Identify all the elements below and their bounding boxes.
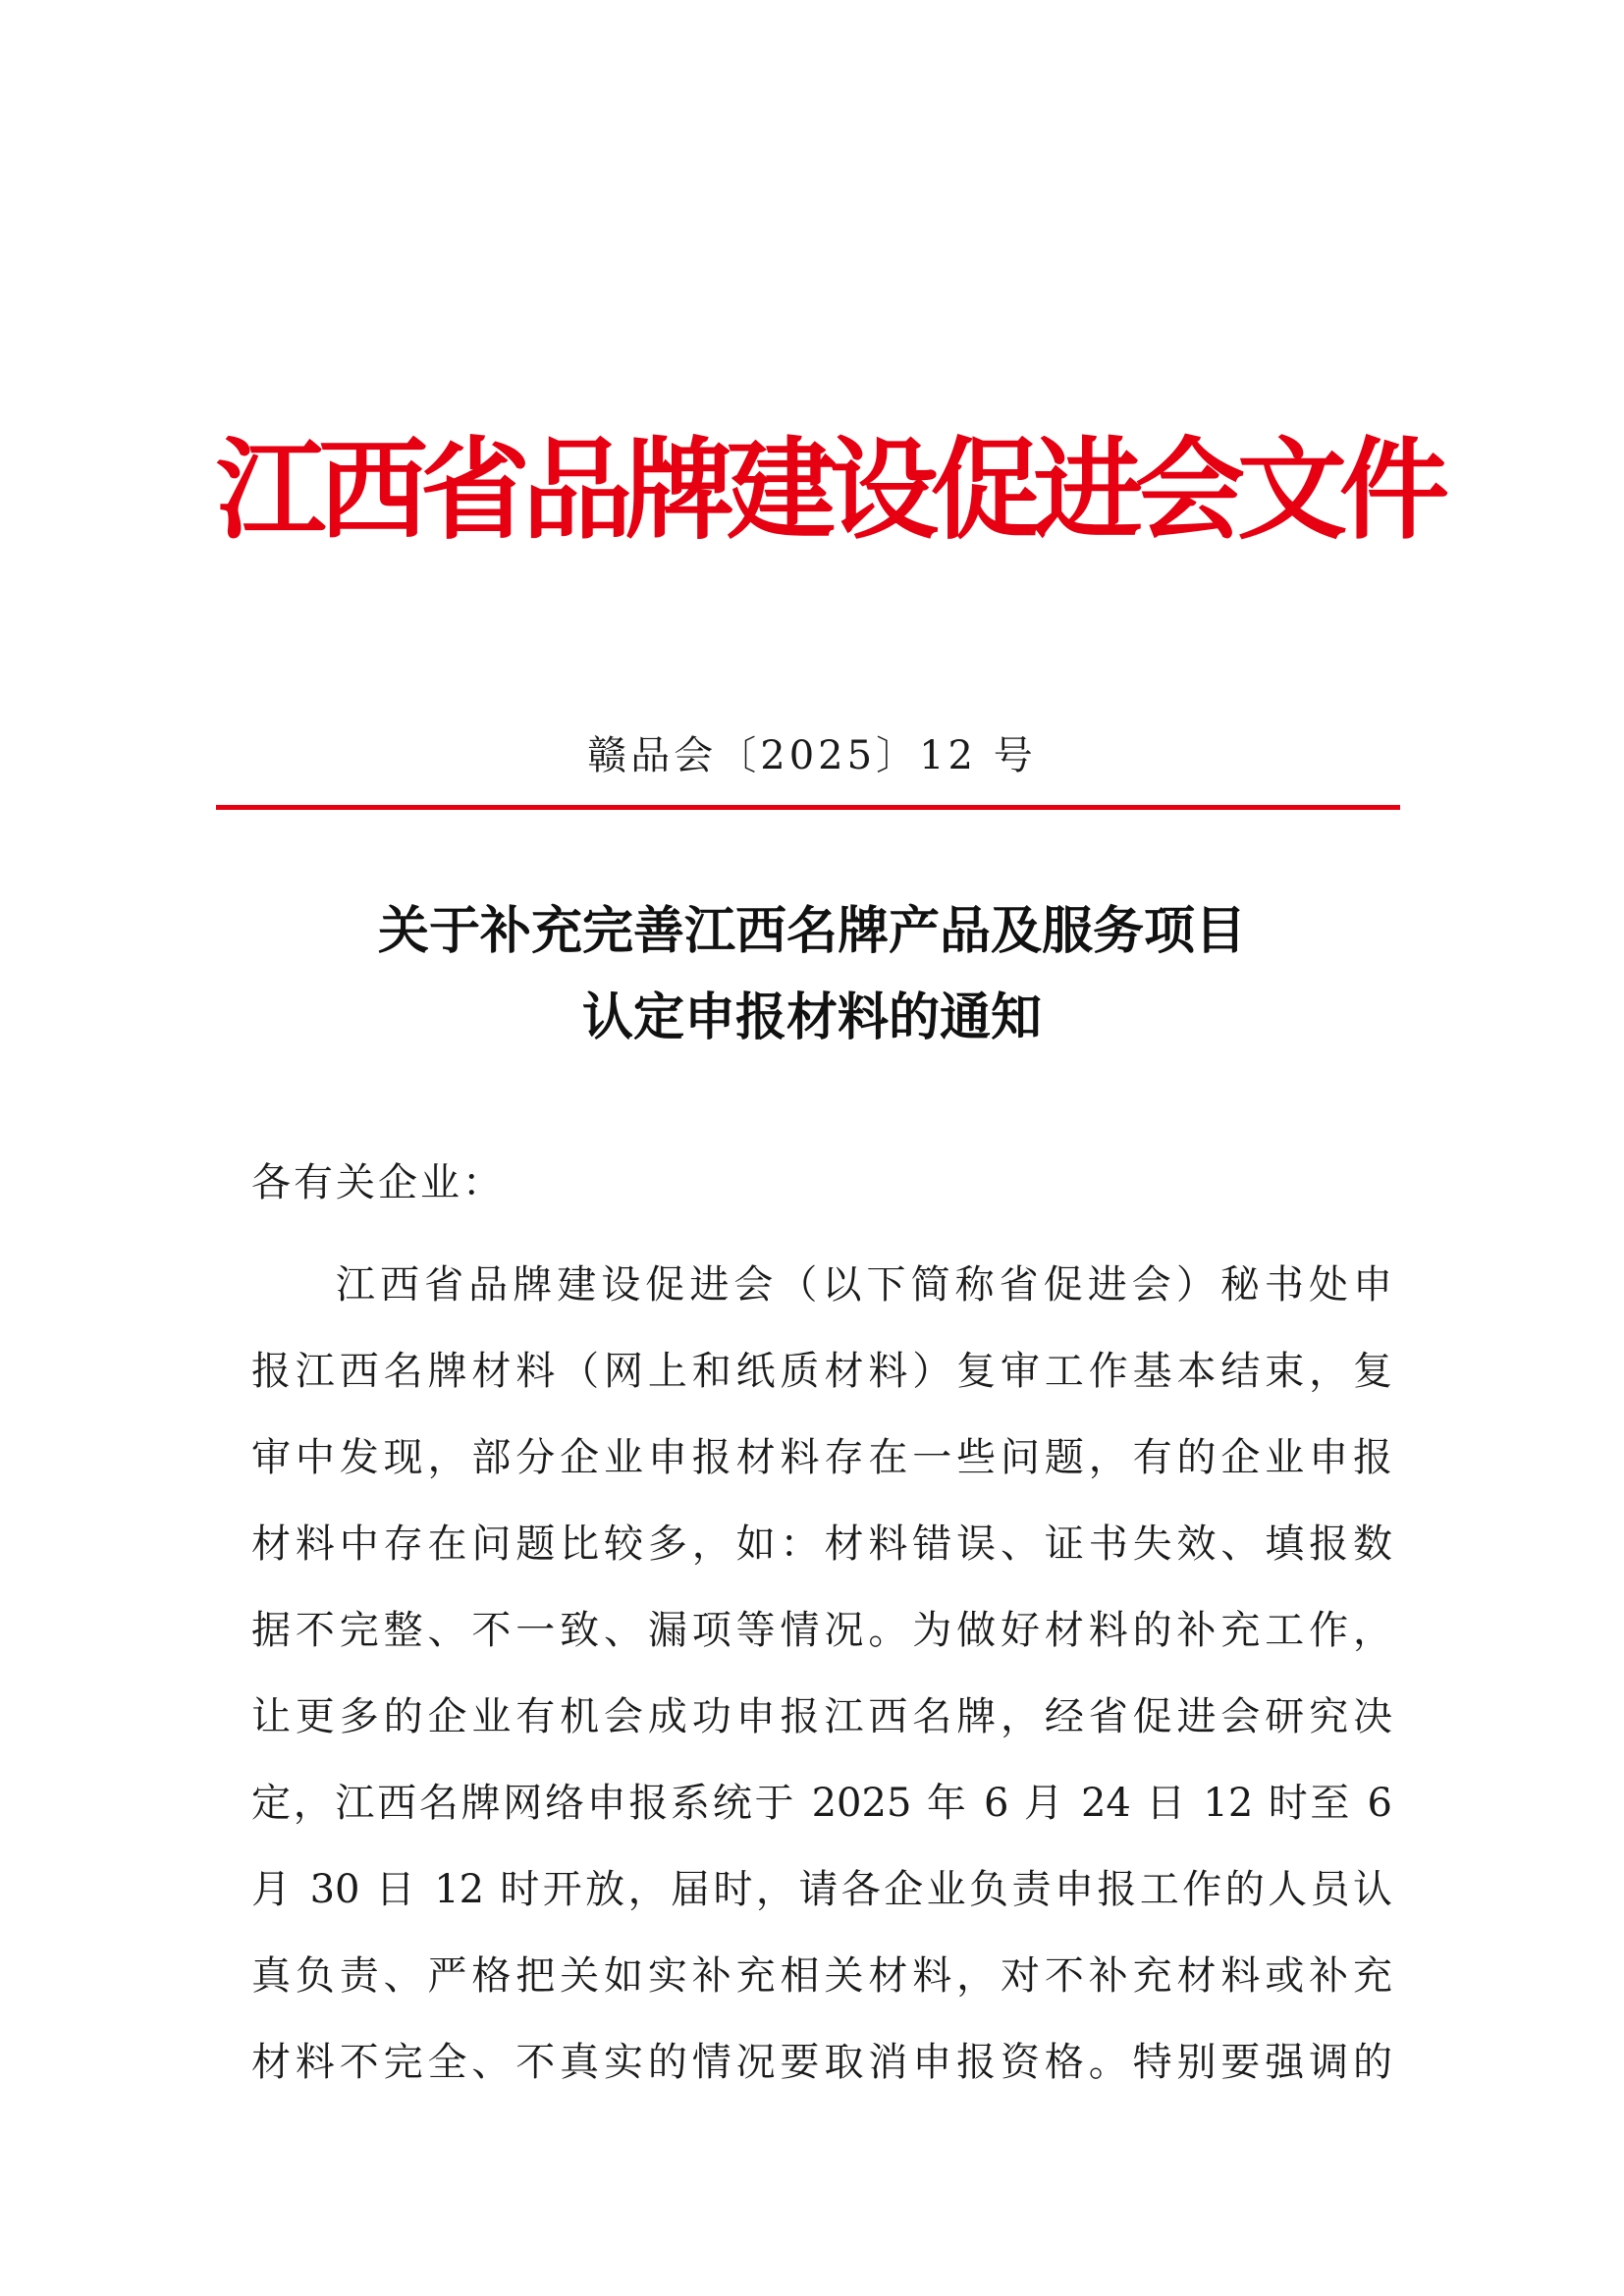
body-line: 报江西名牌材料（网上和纸质材料）复审工作基本结束，复: [251, 1349, 1392, 1394]
body-line: 材料中存在问题比较多，如：材料错误、证书失效、填报数: [251, 1522, 1392, 1567]
body-line: 据不完整、不一致、漏项等情况。为做好材料的补充工作，: [251, 1608, 1392, 1653]
body-line: 月 30 日 12 时开放，届时，请各企业负责申报工作的人员认: [251, 1867, 1392, 1912]
body-line: 江西省品牌建设促进会（以下简称省促进会）秘书处申: [336, 1262, 1392, 1308]
notice-title-line-2: 认定申报材料的通知: [581, 988, 1042, 1047]
notice-title: [0, 888, 1624, 1061]
salutation: 各有关企业：: [251, 1160, 505, 1205]
body-line: 材料不完全、不真实的情况要取消申报资格。特别要强调的: [251, 2040, 1392, 2085]
body-line: 让更多的企业有机会成功申报江西名牌，经省促进会研究决: [251, 1694, 1392, 1739]
body-line: 审中发现，部分企业申报材料存在一些问题，有的企业申报: [251, 1435, 1392, 1480]
red-divider-line: [216, 805, 1400, 810]
masthead-title: 江西省品牌建设促进会文件: [216, 426, 1441, 555]
body-line: 真负责、严格把关如实补充相关材料，对不补充材料或补充: [251, 1953, 1392, 1999]
notice-title-line-1: 关于补充完善江西名牌产品及服务项目: [377, 902, 1246, 961]
body-line: 定，江西名牌网络申报系统于 2025 年 6 月 24 日 12 时至 6: [251, 1781, 1392, 1826]
body-paragraph: [251, 1242, 1392, 2106]
document-number: 赣品会〔2025〕12 号: [587, 733, 1037, 778]
